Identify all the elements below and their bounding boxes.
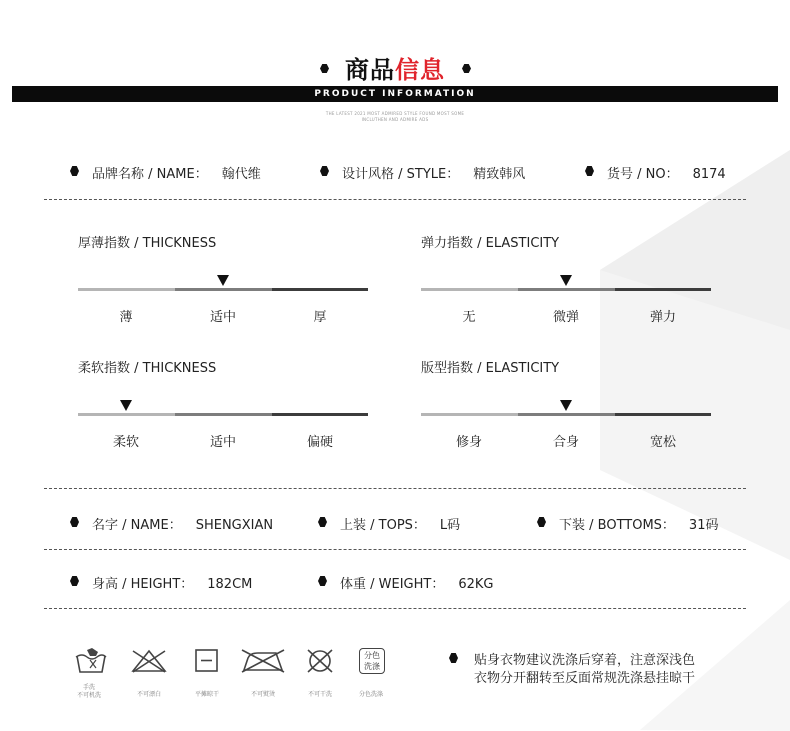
bottoms-info: 下装 / BOTTOMS： 31码: [559, 518, 719, 533]
scale-title: 版型指数 / ELASTICITY: [421, 361, 560, 376]
scale-marker-icon: [217, 275, 229, 286]
scale-tick-label: 宽松: [649, 435, 676, 450]
scale-segment: [175, 288, 272, 291]
divider: [44, 199, 746, 200]
hand-wash-icon: [74, 646, 108, 674]
scale-title: 厚薄指数 / THICKNESS: [78, 236, 217, 251]
weight-info: 体重 / WEIGHT： 62KG: [340, 577, 494, 592]
scale-tick-label: 无: [462, 310, 476, 325]
no-dryclean-icon: [305, 648, 335, 674]
title-banner: PRODUCT INFORMATION: [12, 86, 778, 102]
flat-dry-icon: [194, 648, 220, 674]
scale-tick-label: 薄: [119, 310, 133, 325]
scale-tick-label: 柔软: [112, 435, 139, 450]
scale-segment: [272, 413, 368, 416]
product-no-info: 货号 / NO： 8174: [607, 167, 726, 182]
scale-bar: [421, 288, 711, 291]
height-info: 身高 / HEIGHT： 182CM: [92, 577, 253, 592]
scale-segment: [518, 288, 615, 291]
scale-marker-icon: [560, 275, 572, 286]
style-info: 设计风格 / STYLE： 精致韩风: [342, 167, 526, 182]
scale-tick-label: 厚: [313, 310, 327, 325]
tiny-caption: THE LATEST 2021 MOST ADMIRED STYLE FOUND MOST SOME INCLUTHEN AND ADMIRE ADS: [325, 111, 465, 122]
wash-label: 不可干洗: [307, 691, 332, 698]
divider: [44, 608, 746, 609]
care-line-1: 贴身衣物建议洗涤后穿着，注意深浅色: [474, 653, 696, 668]
scale-bar: [421, 413, 711, 416]
scale-segment: [175, 413, 272, 416]
scale-segment: [615, 288, 711, 291]
scale-title: 弹力指数 / ELASTICITY: [421, 236, 560, 251]
scale-tick-label: 微弹: [552, 310, 579, 325]
wash-label: 平摊晾干: [194, 691, 219, 698]
scale-segment: [518, 413, 615, 416]
wash-label: 手洗 不可机洗: [76, 684, 101, 699]
scale-tick-label: 修身: [455, 435, 482, 450]
scale-segment: [272, 288, 368, 291]
separate-wash-icon: 分色洗涤: [359, 648, 385, 674]
scale-bar: [78, 288, 368, 291]
scale-tick-label: 偏硬: [306, 435, 333, 450]
page-title: 商品信息: [345, 56, 445, 84]
scale-marker-icon: [120, 400, 132, 411]
brand-info: 品牌名称 / NAME： 翰代维: [92, 167, 261, 182]
scale-segment: [78, 288, 175, 291]
scale-segment: [615, 413, 711, 416]
scale-segment: [421, 413, 518, 416]
scale-tick-label: 弹力: [649, 310, 676, 325]
no-bleach-icon: [130, 648, 168, 674]
scale-tick-label: 适中: [209, 435, 236, 450]
wash-label: 分色洗涤: [358, 691, 383, 698]
scale-bar: [78, 413, 368, 416]
wash-label: 不可熨烫: [250, 691, 275, 698]
scale-title: 柔软指数 / THICKNESS: [78, 361, 217, 376]
scale-segment: [78, 413, 175, 416]
tops-info: 上装 / TOPS： L码: [340, 518, 461, 533]
model-name-info: 名字 / NAME： SHENGXIAN: [92, 518, 274, 533]
scale-tick-label: 合身: [552, 435, 579, 450]
divider: [44, 488, 746, 489]
scale-marker-icon: [560, 400, 572, 411]
care-line-2: 衣物分开翻转至反面常规洗涤悬挂晾干: [474, 671, 696, 686]
divider: [44, 549, 746, 550]
wash-label: 不可漂白: [136, 691, 161, 698]
no-iron-icon: [240, 648, 286, 674]
scale-segment: [421, 288, 518, 291]
scale-tick-label: 适中: [209, 310, 236, 325]
